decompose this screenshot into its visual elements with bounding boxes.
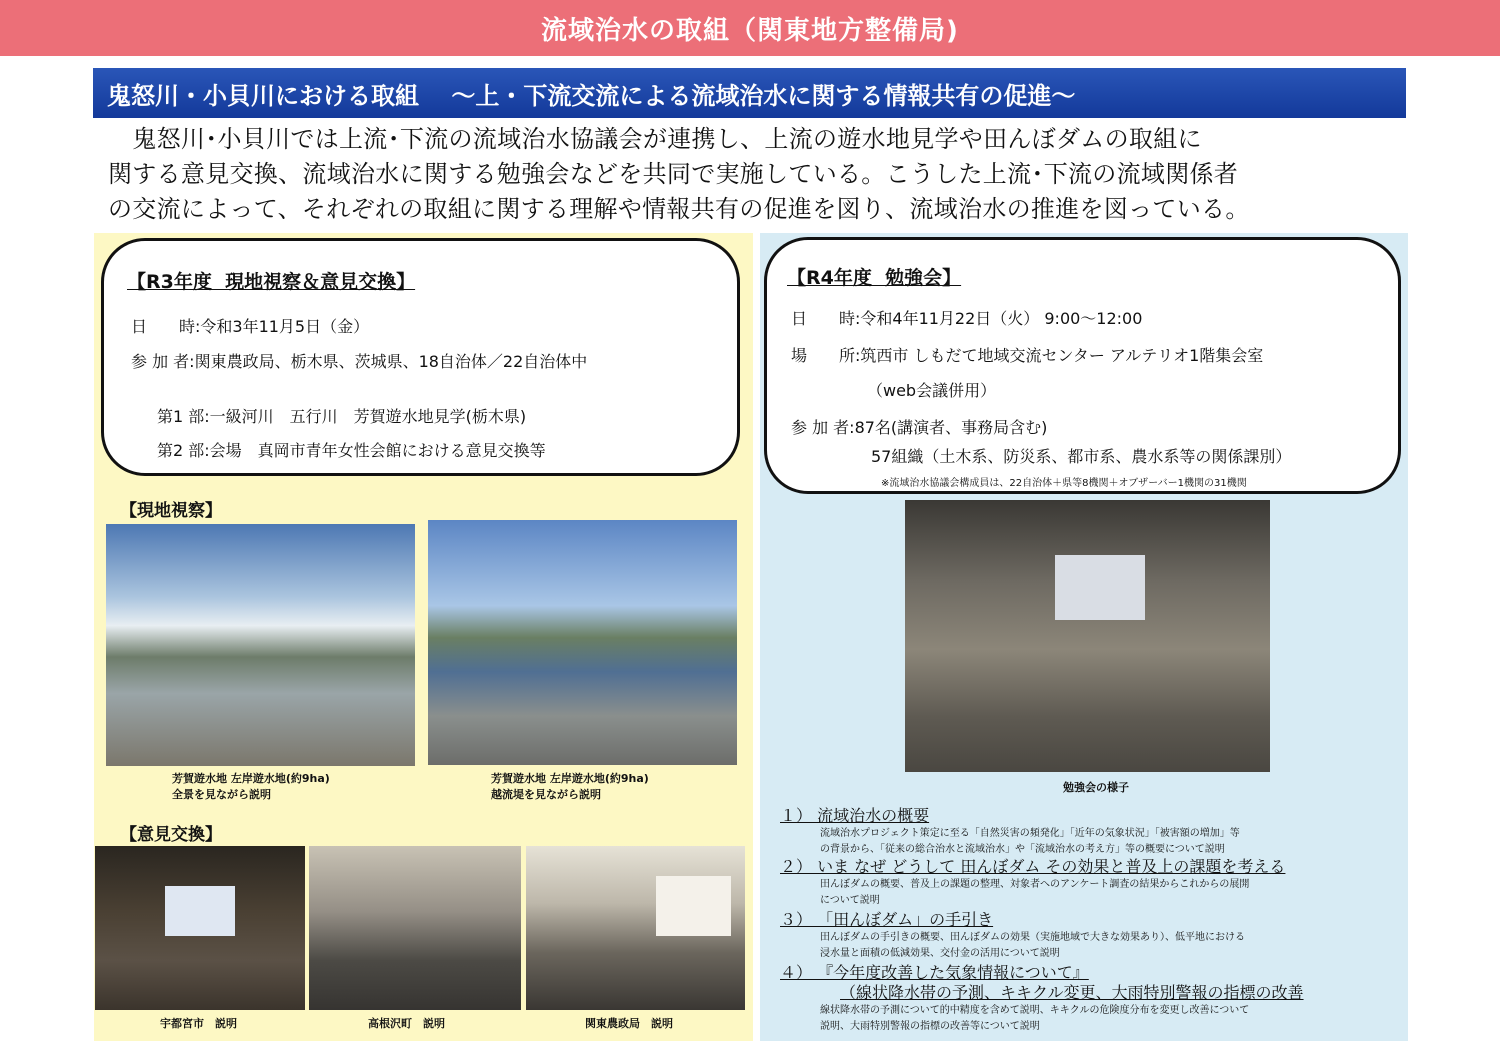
r4-date: 日 時:令和4年11月22日（火） 9:00～12:00 <box>791 309 1143 328</box>
topic-body: 田んぼダムの手引きの概要、田んぼダムの効果（実施地域で大きな効果あり）、低平地における 浸水量と面積の低減効果、交付金の活用について説明 <box>820 932 1245 959</box>
site-photo-levee <box>428 520 737 765</box>
meeting-caption-kanto-agri: 関東農政局 説明 <box>585 1017 673 1030</box>
intro-line: の交流によって、それぞれの取組に関する理解や情報共有の促進を図り、流域治水の推進を図っている。 <box>108 195 1250 223</box>
topic-body: 線状降水帯の予測について的中精度を含めて説明、キキクルの危険度分布を変更し改善について 説明、大雨特別警報の指標の改善等について説明 <box>820 1005 1250 1032</box>
r3-participants: 参 加 者:関東農政局、栃木県、茨城県、18自治体／22自治体中 <box>131 352 588 371</box>
r4-info-box <box>764 237 1401 494</box>
meeting-caption-takanezawa: 高根沢町 説明 <box>368 1017 445 1030</box>
projector-screen <box>165 886 235 936</box>
site-visit-label: 【現地視察】 <box>120 501 222 521</box>
topic-heading: ３） 「田んぼダム」の手引き <box>780 910 994 929</box>
r3-part1: 第1 部:一級河川 五行川 芳賀遊水地見学(栃木県) <box>157 407 527 426</box>
meeting-photo-utsunomiya <box>95 846 305 1010</box>
topic-heading: ２） いま なぜ どうして 田んぼダム その効果と普及上の課題を考える <box>780 857 1286 876</box>
projector-screen <box>656 876 731 936</box>
intro-line: 関する意見交換、流域治水に関する勉強会などを共同で実施している。こうした上流･下流の流域関係者 <box>108 160 1239 188</box>
topic-heading: ４） 『今年度改善した気象情報について』 <box>780 963 1089 982</box>
meeting-photo-kanto-agri <box>526 846 745 1010</box>
intro-line: 鬼怒川･小貝川では上流･下流の流域治水協議会が連携し、上流の遊水地見学や田んぼダムの取組に <box>108 125 1202 153</box>
meeting-photo-takanezawa <box>309 846 521 1010</box>
projector-screen <box>1055 555 1145 620</box>
study-session-photo <box>905 500 1270 772</box>
r3-box-title: 【R3年度 現地視察＆意見交換】 <box>127 271 416 293</box>
site-photo-overview-caption: 芳賀遊水地 左岸遊水地(約9ha) 全景を見ながら説明 <box>172 772 330 801</box>
meeting-caption-utsunomiya: 宇都宮市 説明 <box>160 1017 237 1030</box>
topic-item <box>780 910 1390 962</box>
site-photo-levee-caption: 芳賀遊水地 左岸遊水地(約9ha) 越流堤を見ながら説明 <box>491 772 649 801</box>
site-photo-overview <box>106 524 415 766</box>
r3-date: 日 時:令和3年11月5日（金） <box>131 317 370 336</box>
topic-body: 田んぼダムの概要、普及上の課題の整理、対象者へのアンケート調査の結果からこれからの展開 について説明 <box>820 879 1250 906</box>
study-session-caption: 勉強会の様子 <box>1063 781 1129 794</box>
r4-orgs: 57組織（土木系、防災系、都市系、農水系等の関係課別） <box>871 447 1292 466</box>
r4-place-note: （web会議併用） <box>867 381 997 400</box>
exchange-label: 【意見交換】 <box>120 825 222 845</box>
topic-item <box>780 963 1390 1035</box>
section-subtitle: 鬼怒川・小貝川における取組 ～上・下流交流による流域治水に関する情報共有の促進～ <box>93 68 1406 118</box>
header-banner <box>0 0 1500 56</box>
r4-note: ※流域治水協議会構成員は、22自治体＋県等8機関＋オブザーバー1機関の31機関 <box>881 478 1247 489</box>
r4-participants: 参 加 者:87名(講演者、事務局含む) <box>791 418 1048 437</box>
topic-item <box>780 857 1390 909</box>
r3-info-box <box>101 238 740 476</box>
topic-body: 流域治水プロジェクト策定に至る「自然災害の頻発化」「近年の気象状況」「被害額の増加」等 の背景から、「従来の総合治水と流域治水」や「流域治水の考え方」等の概要について説明 <box>820 828 1240 855</box>
intro-paragraph <box>108 122 1408 227</box>
topic-item <box>780 806 1390 858</box>
topic-heading: １） 流域治水の概要 <box>780 806 930 825</box>
r4-box-title: 【R4年度 勉強会】 <box>787 267 962 289</box>
r4-place: 場 所:筑西市 しもだて地域交流センター アルテリオ1階集会室 <box>791 346 1264 365</box>
topic-subheading: （線状降水帯の予測、キキクル変更、大雨特別警報の指標の改善 <box>840 983 1304 1002</box>
page-title: 流域治水の取組（関東地方整備局) <box>541 15 959 46</box>
r3-part2: 第2 部:会場 真岡市青年女性会館における意見交換等 <box>157 441 546 460</box>
